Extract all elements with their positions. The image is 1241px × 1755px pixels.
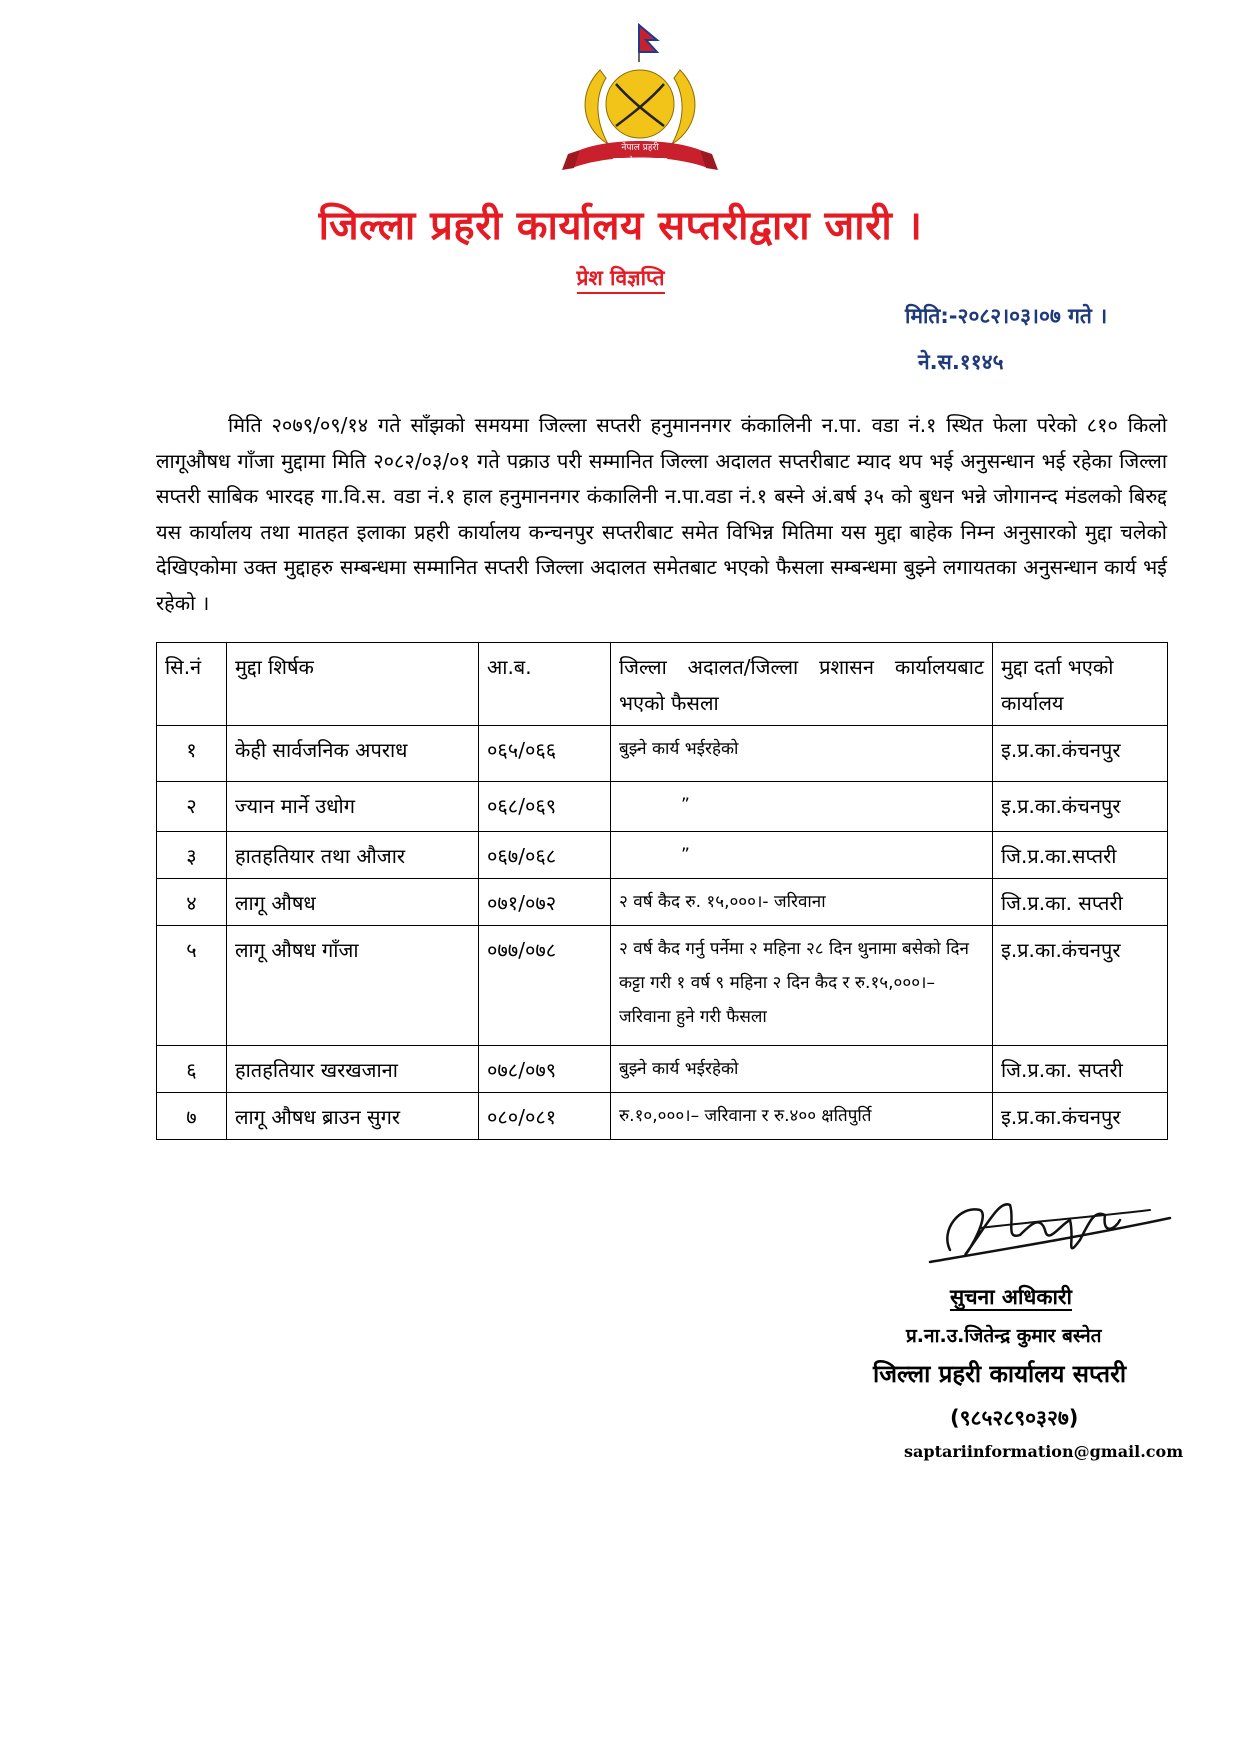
cell-office: जि.प्र.का.सप्तरी [993, 832, 1168, 879]
signer-title-text: सुचना अधिकारी [950, 1285, 1072, 1309]
cell-office: इ.प्र.का.कंचनपुर [993, 782, 1168, 832]
cell-office: जि.प्र.का. सप्तरी [993, 1046, 1168, 1093]
table-header-row [157, 643, 1168, 726]
cell-sn: ७ [157, 1093, 227, 1140]
header-cell-decision: जिल्ला अदालत/जिल्ला प्रशासन कार्यालयबाट भएको फैसला [611, 643, 993, 726]
header-cell-office: मुद्दा दर्ता भएको कार्यालय [993, 643, 1168, 726]
cell-office: इ.प्र.का.कंचनपुर [993, 926, 1168, 1046]
signer-title [950, 1283, 1072, 1311]
cell-office: जि.प्र.का. सप्तरी [993, 879, 1168, 926]
cell-decision: बुझ्ने कार्य भईरहेको [611, 726, 993, 782]
emblem-text-top: नेपाल प्रहरी [621, 143, 659, 153]
cell-decision: २ वर्ष कैद रु. १५,०००।- जरिवाना [611, 879, 993, 926]
cell-sn: ५ [157, 926, 227, 1046]
cell-fiscal-year: ०७८/०७९ [479, 1046, 611, 1093]
cell-decision: २ वर्ष कैद गर्नु पर्नेमा २ महिना २८ दिन थुनामा बसेको दिन कट्टा गरी १ वर्ष ९ महिना २ दिन कैद र रु.१५,०००।– जरिवाना हुने गरी फैसला [611, 926, 993, 1046]
ribbon-icon [562, 141, 718, 170]
flag-icon [639, 24, 657, 62]
signer-office: जिल्ला प्रहरी कार्यालय सप्तरी [873, 1360, 1127, 1388]
header-cell-title: मुद्दा शिर्षक [227, 643, 479, 726]
contact-email: saptariinformation@gmail.com [904, 1442, 1184, 1461]
cell-title: केही सार्वजनिक अपराध [227, 726, 479, 782]
subtitle-text: प्रेश विज्ञप्ति [577, 266, 665, 294]
cell-sn: २ [157, 782, 227, 832]
contact-phone: (९८५२८९०३२७) [950, 1406, 1079, 1430]
cell-sn: ४ [157, 879, 227, 926]
signer-name: प्र.ना.उ.जितेन्द्र कुमार बस्नेत [906, 1325, 1102, 1347]
table-row [157, 879, 1168, 926]
cell-title: ज्यान मार्ने उधोग [227, 782, 479, 832]
table-row [157, 1046, 1168, 1093]
cell-fiscal-year: ०६७/०६८ [479, 832, 611, 879]
table-row [157, 926, 1168, 1046]
cell-decision: ” [611, 782, 993, 832]
emblem-text-bottom: सत्य सेवा सुरक्षणम् [612, 156, 668, 165]
table-row [157, 832, 1168, 879]
cell-sn: ६ [157, 1046, 227, 1093]
cell-title: लागू औषध गाँजा [227, 926, 479, 1046]
cell-decision: रु.१०,०००।– जरिवाना र रु.४०० क्षतिपुर्ति [611, 1093, 993, 1140]
cell-title: लागू औषध ब्राउन सुगर [227, 1093, 479, 1140]
header-cell-fiscal-year: आ.ब. [479, 643, 611, 726]
date-line: मिति:-२०८२।०३।०७ गते । [905, 304, 1108, 328]
cell-title: लागू औषध [227, 879, 479, 926]
cell-sn: १ [157, 726, 227, 782]
nepal-police-emblem [560, 22, 720, 180]
table-row [157, 1093, 1168, 1140]
cell-fiscal-year: ०७७/०७८ [479, 926, 611, 1046]
table-row [157, 726, 1168, 782]
table-row [157, 782, 1168, 832]
cell-title: हातहतियार खरखजाना [227, 1046, 479, 1093]
cell-decision: बुझ्ने कार्य भईरहेको [611, 1046, 993, 1093]
reference-number: ने.स.११४५ [918, 350, 1004, 374]
cell-fiscal-year: ०७१/०७२ [479, 879, 611, 926]
body-paragraph: मिति २०७९/०९/१४ गते साँझको समयमा जिल्ला सप्तरी हनुमाननगर कंकालिनी न.पा. वडा नं.१ स्थित फेला परेको ८१० किलो लागूऔषध गाँजा मुद्दामा मिति २०८२/०३/०१ गते पक्राउ परी सम्मानित जिल्ला अदालत सप्तरीबाट म्याद थप भई अनुसन्धान भई रहेका जिल्ला सप्तरी साबिक भारदह गा.वि.स. वडा नं.१ हाल हनुमाननगर कंकालिनी न.पा.वडा नं.१ बस्ने अं.बर्ष ३५ को बुधन भन्ने जोगानन्द मंडलको बिरुद्द यस कार्यालय तथा मातहत इलाका प्रहरी कार्यालय कन्चनपुर सप्तरीबाट समेत विभिन्न मितिमा यस मुद्दा बाहेक निम्न अनुसारको मुद्दा चलेको देखिएकोमा उक्त मुद्दाहरु सम्बन्धमा सम्मानित सप्तरी जिल्ला अदालत समेतबाट भएको फैसला सम्बन्धमा बुझ्ने लगायतका अनुसन्धान कार्य भई रहेको । [156, 413, 1167, 615]
cell-fiscal-year: ०८०/०८१ [479, 1093, 611, 1140]
cell-sn: ३ [157, 832, 227, 879]
cell-title: हातहतियार तथा औजार [227, 832, 479, 879]
case-table [156, 642, 1168, 1140]
cell-office: इ.प्र.का.कंचनपुर [993, 726, 1168, 782]
page-title: जिल्ला प्रहरी कार्यालय सप्तरीद्वारा जारी । [318, 203, 923, 249]
signature-icon [920, 1180, 1180, 1280]
cell-decision: ” [611, 832, 993, 879]
page-subtitle [0, 264, 1241, 292]
header-cell-sn: सि.नं [157, 643, 227, 726]
cell-office: इ.प्र.का.कंचनपुर [993, 1093, 1168, 1140]
cell-fiscal-year: ०६५/०६६ [479, 726, 611, 782]
cell-fiscal-year: ०६८/०६९ [479, 782, 611, 832]
